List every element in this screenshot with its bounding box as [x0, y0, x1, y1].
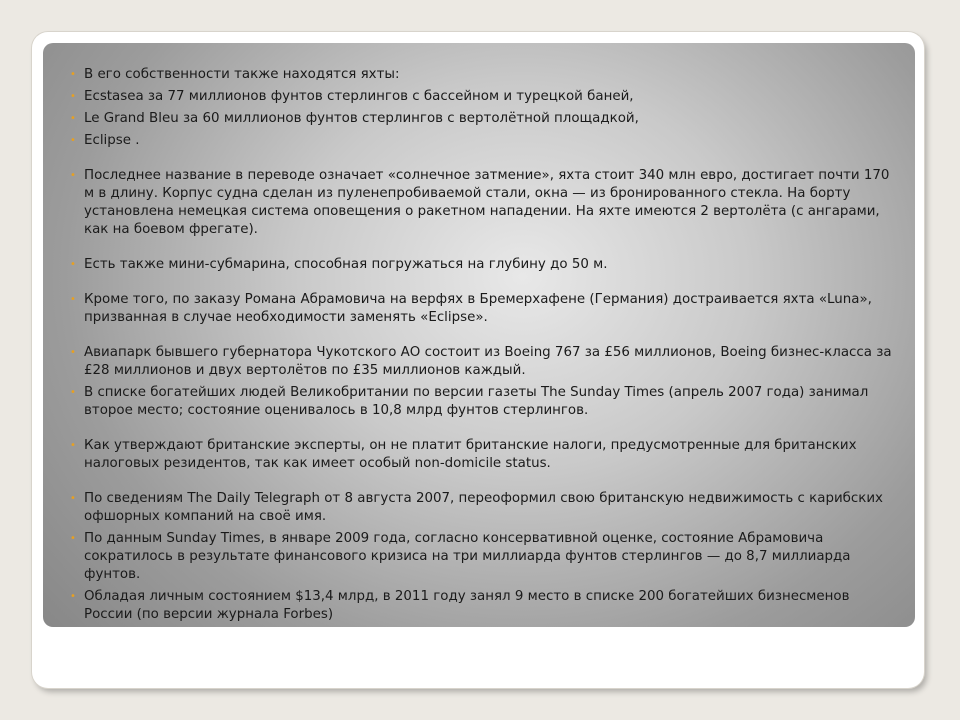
- list-item: [68, 291, 898, 327]
- bullet-list: [68, 66, 898, 624]
- list-item: [68, 490, 898, 526]
- bullet-icon: •: [70, 69, 76, 80]
- list-item: [68, 132, 898, 150]
- list-item: [68, 256, 898, 274]
- list-item-text: В списке богатейших людей Великобритании по версии газеты The Sunday Times (апрель 2007 года) занимал второе место; состояние оценивалось в 10,8 млрд фунтов стерлингов.: [84, 385, 869, 418]
- list-item: [68, 110, 898, 128]
- list-item-text: Le Grand Bleu за 60 миллионов фунтов стерлингов с вертолётной площадкой,: [84, 111, 639, 126]
- bullet-icon: •: [70, 440, 76, 451]
- bullet-icon: •: [70, 347, 76, 358]
- list-item-text: Последнее название в переводе означает «солнечное затмение», яхта стоит 340 млн евро, достигает почти 170 м в длину. Корпус судна сделан из пуленепробиваемой стали, окна — из бронированного стекла. На борту установлена немецкая система оповещения о ракетном нападении. На яхте имеются 2 вертолёта (с ангарами, как на боевом фрегате).: [84, 168, 890, 237]
- list-item-text: Ecstasea за 77 миллионов фунтов стерлингов с бассейном и турецкой баней,: [84, 89, 634, 104]
- bullet-icon: •: [70, 135, 76, 146]
- bullet-icon: •: [70, 113, 76, 124]
- bullet-icon: •: [70, 91, 76, 102]
- list-item-text: Как утверждают британские эксперты, он не платит британские налоги, предусмотренные для британских налоговых резидентов, так как имеет особый non-domicile status.: [84, 438, 857, 471]
- bullet-icon: •: [70, 170, 76, 181]
- bullet-icon: •: [70, 387, 76, 398]
- list-item: [68, 384, 898, 420]
- list-item-text: Eclipse .: [84, 133, 140, 148]
- bullet-icon: •: [70, 591, 76, 602]
- list-item-text: Кроме того, по заказу Романа Абрамовича на верфях в Бремерхафене (Германия) достраивается яхта «Luna», призванная в случае необходимости заменять «Eclipse».: [84, 292, 872, 325]
- list-item-text: В его собственности также находятся яхты:: [84, 67, 400, 82]
- list-item: [68, 344, 898, 380]
- slide-content-panel: [43, 43, 915, 627]
- bullet-icon: •: [70, 533, 76, 544]
- list-item: [68, 437, 898, 473]
- list-item: [68, 167, 898, 239]
- list-item-text: По сведениям The Daily Telegraph от 8 августа 2007, переоформил свою британскую недвижимость с карибских офшорных компаний на своё имя.: [84, 491, 883, 524]
- list-item: [68, 88, 898, 106]
- bullet-icon: •: [70, 259, 76, 270]
- bullet-icon: •: [70, 493, 76, 504]
- list-item-text: Обладая личным состоянием $13,4 млрд, в 2011 году занял 9 место в списке 200 богатейших бизнесменов России (по версии журнала Forbes): [84, 589, 850, 622]
- list-item-text: Есть также мини-субмарина, способная погружаться на глубину до 50 м.: [84, 257, 608, 272]
- list-item: [68, 530, 898, 584]
- bullet-icon: •: [70, 294, 76, 305]
- list-item-text: Авиапарк бывшего губернатора Чукотского АО состоит из Boeing 767 за £56 миллионов, Boeing бизнес-класса за £28 миллионов и двух вертолётов по £35 миллионов каждый.: [84, 345, 892, 378]
- list-item: [68, 66, 898, 84]
- list-item: [68, 588, 898, 624]
- list-item-text: По данным Sunday Times, в январе 2009 года, согласно консервативной оценке, состояние Абрамовича сократилось в результате финансового кризиса на три миллиарда фунтов стерлингов — до 8,7 миллиарда фунтов.: [84, 531, 851, 582]
